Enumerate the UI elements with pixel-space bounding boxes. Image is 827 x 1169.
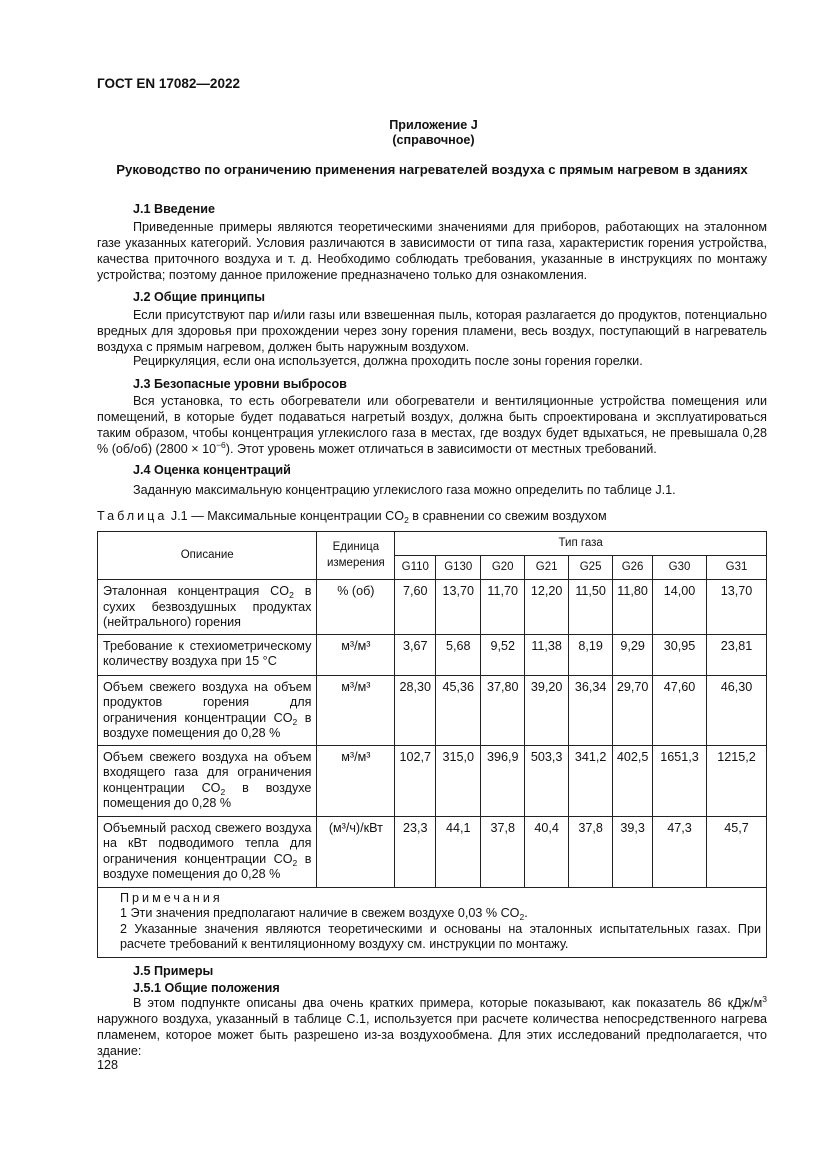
- table-cell: 5,68: [436, 634, 481, 675]
- row-description: Эталонная концентрация $CO_2$ в сухих безвоздушных продуктах (нейтрального) горения: [98, 580, 317, 635]
- table-cell: 47,60: [653, 675, 707, 745]
- table-cell: 23,3: [395, 816, 436, 887]
- table-notes-row: [98, 887, 767, 957]
- gas-header: G31: [707, 556, 767, 580]
- table-row: [98, 580, 767, 635]
- gas-header: G130: [436, 556, 481, 580]
- table-caption: Таблица J.1 — Максимальные концентрации $CO_2$ в сравнении со свежим воздухом: [97, 509, 607, 525]
- table-cell: 14,00: [653, 580, 707, 635]
- section-text-j2-recirculation: Рециркуляция, если она используется, должна проходить после зоны горения горелки.: [133, 354, 643, 368]
- table-cell: 47,3: [653, 816, 707, 887]
- row-unit: (м³/ч)/кВт: [317, 816, 395, 887]
- table-cell: 13,70: [707, 580, 767, 635]
- table-cell: 102,7: [395, 745, 436, 816]
- section-text-j1: Приведенные примеры являются теоретическими значениями для приборов, работающих на эталонном газе указанных категорий. Условия различаются в зависимости от типа газа, характеристик горения устройства, качества приточного воздуха и т. д. Необходимо соблюдать требования, указанные в инструкциях по монтажу устройства; поэтому данное приложение предназначено только для ознакомления.: [97, 220, 767, 282]
- column-header-gas-type: Тип газа: [395, 532, 767, 556]
- table-cell: 11,50: [569, 580, 613, 635]
- table-cell: 503,3: [525, 745, 569, 816]
- table-row: [98, 816, 767, 887]
- column-header-unit: Единица измерения: [317, 532, 395, 580]
- row-unit: м³/м³: [317, 634, 395, 675]
- table-cell: 36,34: [569, 675, 613, 745]
- subsection-heading-j5-1: J.5.1 Общие положения: [133, 981, 280, 995]
- document-id: ГОСТ EN 17082—2022: [97, 76, 240, 91]
- section-text-j5-1: В этом подпункте описаны два очень кратких примера, которые показывают, как показатель 86 кДж/$м^3$ наружного воздуха, указанный в таблице С.1, используется при расчете количества непосредственного нагрева пламенем, которое может быть разрешено из-за воздухообмена. Для этих исследований предполагается, что здание:: [97, 994, 767, 1058]
- section-heading-j1: J.1 Введение: [133, 202, 216, 216]
- table-row: [98, 745, 767, 816]
- table-row: [98, 675, 767, 745]
- section-heading-j5: J.5 Примеры: [133, 964, 214, 978]
- table-cell: 13,70: [436, 580, 481, 635]
- table-cell: 3,67: [395, 634, 436, 675]
- table-cell: 39,3: [613, 816, 653, 887]
- table-cell: 37,8: [481, 816, 525, 887]
- table-notes: [98, 887, 767, 957]
- table-cell: 29,70: [613, 675, 653, 745]
- table-cell: 39,20: [525, 675, 569, 745]
- page-number: 128: [97, 1058, 119, 1072]
- table-cell: 8,19: [569, 634, 613, 675]
- table-cell: 341,2: [569, 745, 613, 816]
- table-cell: 37,80: [481, 675, 525, 745]
- table-cell: 12,20: [525, 580, 569, 635]
- table-cell: 9,29: [613, 634, 653, 675]
- table-cell: 1215,2: [707, 745, 767, 816]
- row-description: Объем свежего воздуха на объем продуктов горения для ограничения концентрации $CO_2$ в воздухе помещения до 0,28 %: [98, 675, 317, 745]
- table-cell: 396,9: [481, 745, 525, 816]
- section-text-j2: Если присутствуют пар и/или газы или взвешенная пыль, которая разлагается до продуктов, потенциально вредных для здоровья при прохождении через зону горения пламени, весь воздух, поступающий в нагреватель воздуха с прямым нагревом, должен быть наружным воздухом.: [97, 308, 767, 354]
- table-row: [98, 634, 767, 675]
- table-cell: 37,8: [569, 816, 613, 887]
- section-heading-j2: J.2 Общие принципы: [133, 290, 265, 304]
- row-description: Объемный расход свежего воздуха на кВт подводимого тепла для ограничения концентрации $CO_2$ в воздухе помещения до 0,28 %: [98, 816, 317, 887]
- note-2: 2 Указанные значения являются теоретическими и основаны на эталонных испытательных газах. При расчете требований к вентиляционному воздуху см. инструкции по монтажу.: [120, 921, 761, 951]
- table-cell: 28,30: [395, 675, 436, 745]
- gas-header: G26: [613, 556, 653, 580]
- table-cell: 9,52: [481, 634, 525, 675]
- row-description: Объем свежего воздуха на объем входящего газа для ограничения концентрации $CO_2$ в воздухе помещения до 0,28 %: [98, 745, 317, 816]
- table-cell: 7,60: [395, 580, 436, 635]
- gas-header: G30: [653, 556, 707, 580]
- gas-header: G110: [395, 556, 436, 580]
- table-cell: 315,0: [436, 745, 481, 816]
- table-cell: 23,81: [707, 634, 767, 675]
- row-unit: м³/м³: [317, 675, 395, 745]
- column-header-description: Описание: [98, 532, 317, 580]
- table-cell: 46,30: [707, 675, 767, 745]
- table-cell: 45,36: [436, 675, 481, 745]
- annex-type: (справочное): [392, 133, 475, 147]
- gas-header: G21: [525, 556, 569, 580]
- table-cell: 45,7: [707, 816, 767, 887]
- table-cell: 44,1: [436, 816, 481, 887]
- table-cell: 402,5: [613, 745, 653, 816]
- row-unit: м³/м³: [317, 745, 395, 816]
- table-cell: 11,70: [481, 580, 525, 635]
- gas-concentration-table: [97, 531, 767, 958]
- table-cell: 11,80: [613, 580, 653, 635]
- gas-header: G25: [569, 556, 613, 580]
- section-heading-j4: J.4 Оценка концентраций: [133, 463, 291, 477]
- notes-title: Примечания: [120, 890, 223, 905]
- page-title: Руководство по ограничению применения нагревателей воздуха с прямым нагревом в зданиях: [116, 162, 748, 177]
- section-heading-j3: J.3 Безопасные уровни выбросов: [133, 377, 347, 391]
- table-cell: 40,4: [525, 816, 569, 887]
- gas-header: G20: [481, 556, 525, 580]
- annex-label: Приложение J: [389, 118, 478, 132]
- table-cell: 30,95: [653, 634, 707, 675]
- row-unit: % (об): [317, 580, 395, 635]
- note-1: 1 Эти значения предполагают наличие в свежем воздухе 0,03 % $CO_2$.: [120, 906, 528, 922]
- table-cell: 1651,3: [653, 745, 707, 816]
- annex-heading: [0, 118, 827, 148]
- section-text-j4: Заданную максимальную концентрацию углекислого газа можно определить по таблице J.1.: [133, 483, 676, 497]
- row-description: Требование к стехиометрическому количеству воздуха при 15 °C: [98, 634, 317, 675]
- table-cell: 11,38: [525, 634, 569, 675]
- section-text-j3: Вся установка, то есть обогреватели или обогреватели и вентиляционные устройства помещения или помещений, в которые будет подаваться нагретый воздух, должна быть спроектирована и эксплуатироваться таким образом, чтобы концентрация углекислого газа в местах, где воздух будет вдыхаться, не превышала 0,28 % (об/об) $(2800 \times 10^{-6})$. Этот уровень может отличаться в зависимости от местных требований.: [97, 394, 767, 456]
